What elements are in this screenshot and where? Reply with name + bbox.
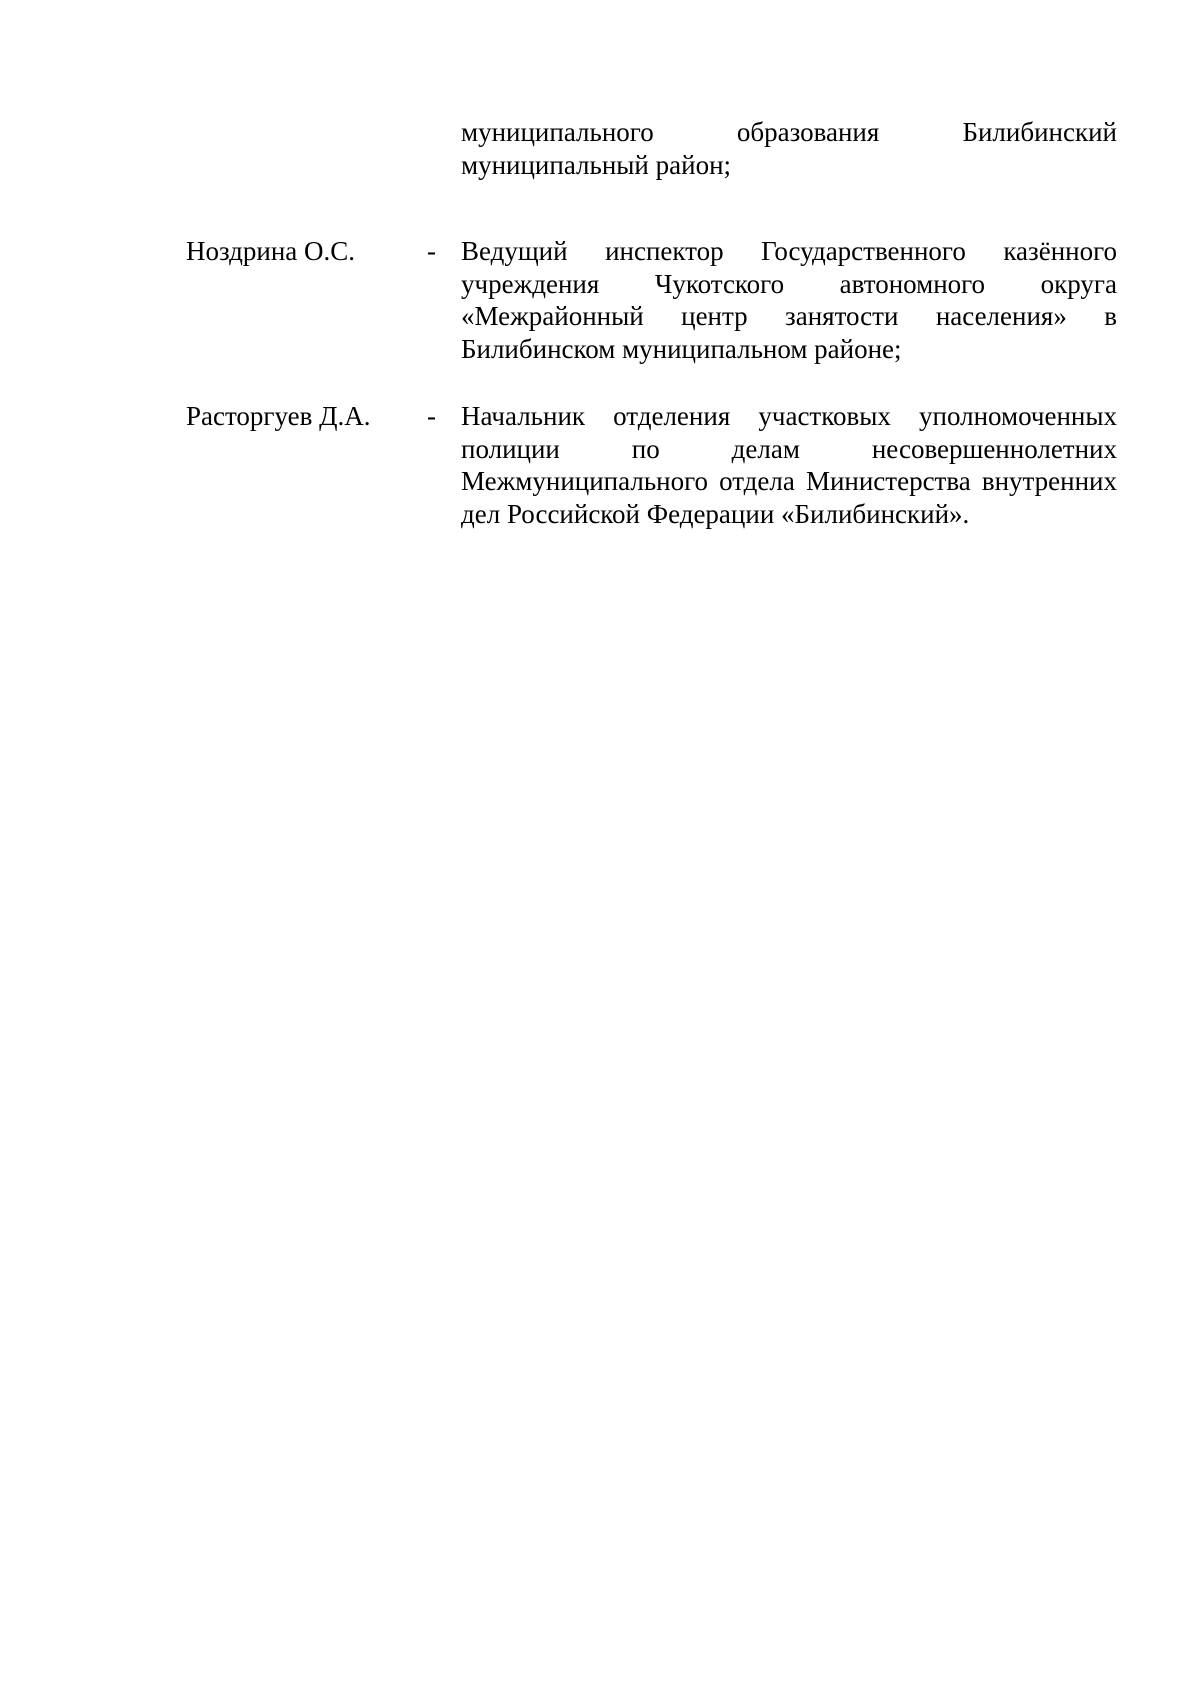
member-dash: - <box>427 401 436 431</box>
member-description: Начальник отделения участковых уполномоченных полиции по делам несовершеннолетних Межмуниципального отдела Министерства внутренних дел Российской Федерации «Билибинский». <box>461 401 1117 529</box>
member-description: Ведущий инспектор Государственного казённого учреждения Чукотского автономного округа «Межрайонный центр занятости населения» в Билибинском муниципальном районе; <box>461 236 1117 364</box>
member-dash: - <box>427 236 436 266</box>
member-name: Ноздрина О.С. <box>186 236 356 266</box>
member-description-continued: муниципального образования Билибинский муниципальный район; <box>461 117 1117 180</box>
member-name: Расторгуев Д.А. <box>186 401 371 431</box>
